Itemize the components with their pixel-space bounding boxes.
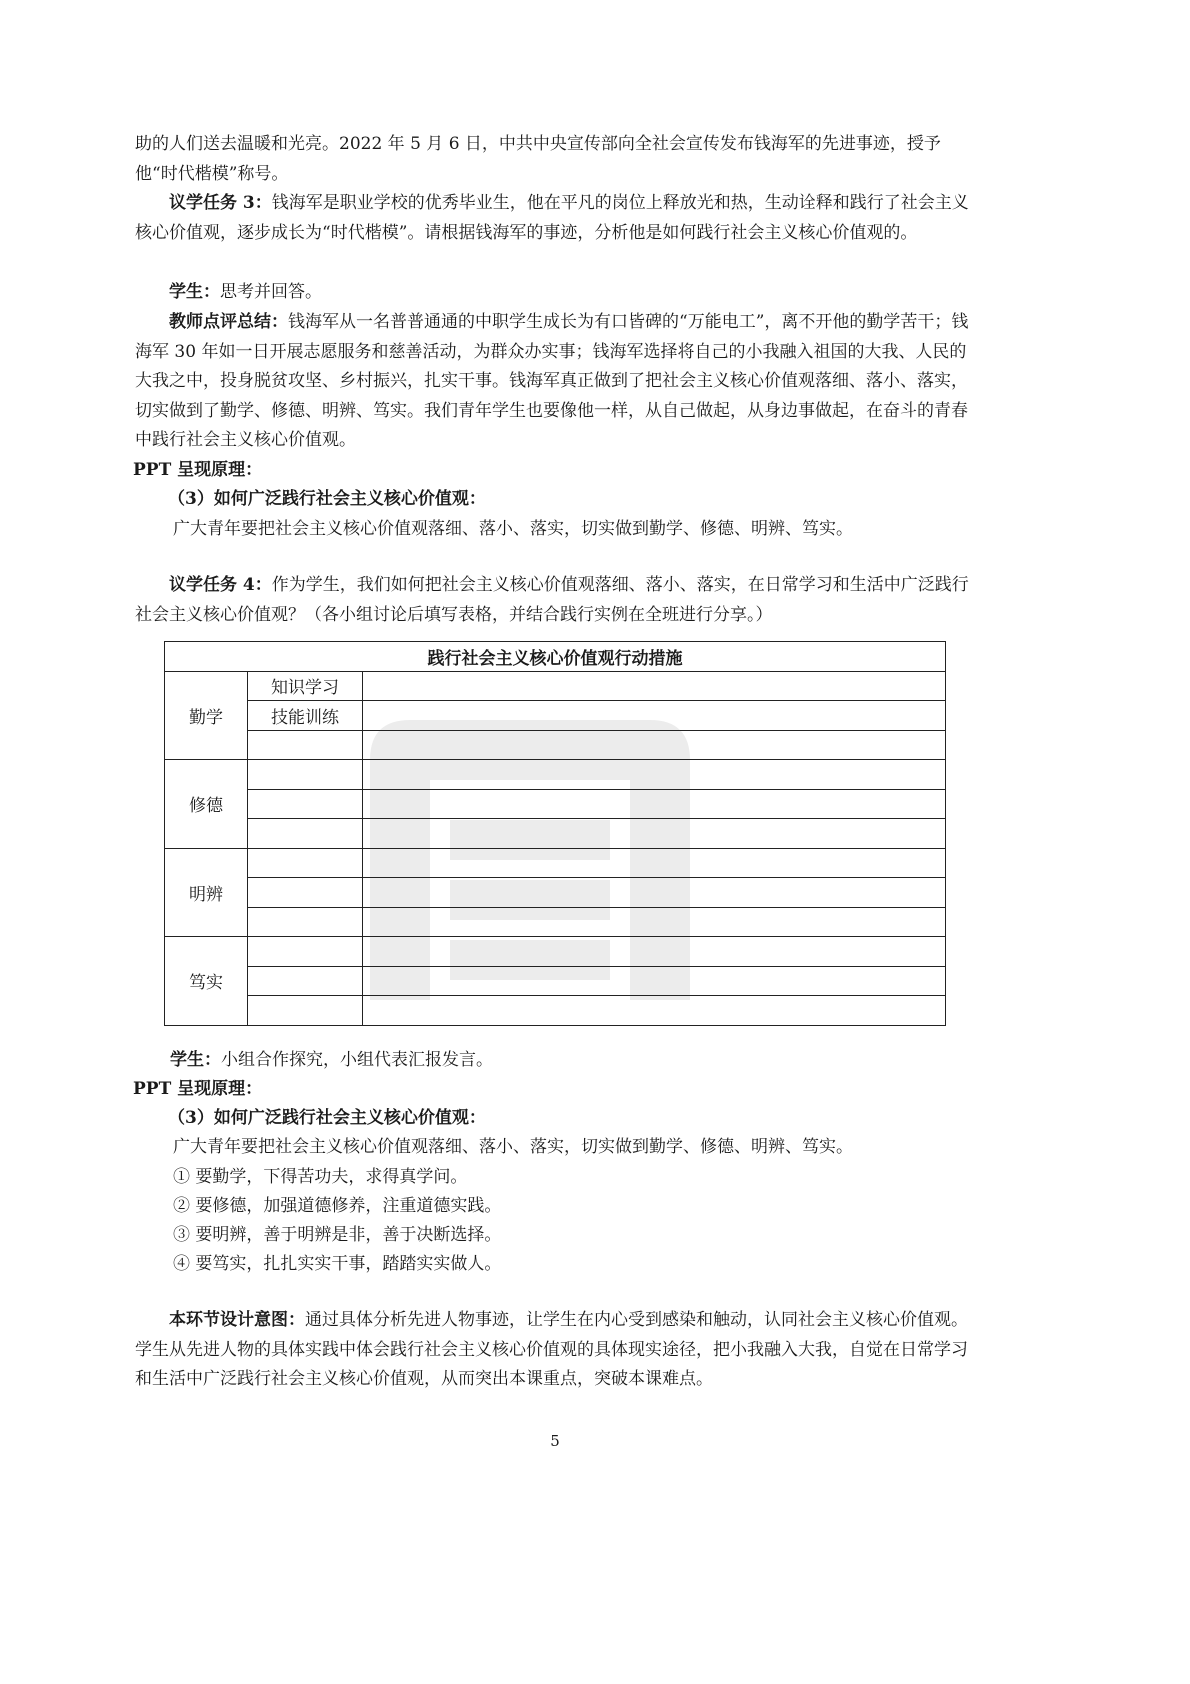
table-row — [165, 730, 946, 760]
teacher-text: 钱海军从一名普普通通的中职学生成长为有口皆碑的“万能电工”，离不开他的勤学苦干；钱海军 30 年如一日开展志愿服务和慈善活动，为群众办实事；钱海军选择将自己的小我融入祖国的大我、人民的大我之中，投身脱贫攻坚、乡村振兴，扎实干事。钱海军真正做到了把社会主义核心价值观落细、落小、落实，切实做到了勤学、修德、明辨、笃实。我们青年学生也要像他一样，从自己做起，从身边事做起，在奋斗的青春中践行社会主义核心价值观。 — [135, 312, 969, 450]
table-cell[interactable] — [248, 878, 363, 908]
table-cell[interactable] — [248, 996, 363, 1026]
student2-label: 学生： — [170, 1050, 221, 1070]
table-row — [165, 966, 946, 996]
table-row — [165, 701, 946, 731]
table-cell[interactable] — [248, 730, 363, 760]
ppt1-label: PPT 呈现原理： — [133, 460, 263, 480]
table-cell[interactable] — [363, 878, 946, 908]
intro-paragraph: 助的人们送去温暖和光亮。2022 年 5 月 6 日，中共中央宣传部向全社会宣传发布钱海军的先进事迹，授予他“时代楷模”称号。 — [135, 134, 941, 184]
teacher-label: 教师点评总结： — [169, 312, 288, 332]
task3-label: 议学任务 3： — [169, 193, 272, 213]
sub-label-skills: 技能训练 — [248, 701, 363, 731]
ppt1-text: 广大青年要把社会主义核心价值观落细、落小、落实，切实做到勤学、修德、明辨、笃实。 — [173, 519, 853, 539]
ppt2-text: 广大青年要把社会主义核心价值观落细、落小、落实，切实做到勤学、修德、明辨、笃实。 — [173, 1137, 853, 1157]
list-item: ④ 要笃实，扎扎实实干事，踏踏实实做人。 — [173, 1254, 502, 1274]
sub-label-knowledge: 知识学习 — [248, 671, 363, 701]
table-cell[interactable] — [248, 848, 363, 878]
student2-paragraph — [170, 1046, 493, 1076]
table-title: 践行社会主义核心价值观行动措施 — [165, 642, 946, 672]
ppt2-point: （3）如何广泛践行社会主义核心价值观： — [168, 1108, 486, 1128]
task4-text: 作为学生，我们如何把社会主义核心价值观落细、落小、落实，在日常学习和生活中广泛践行社会主义核心价值观？（各小组讨论后填写表格，并结合践行实例在全班进行分享。） — [135, 575, 969, 625]
table-cell[interactable] — [248, 760, 363, 790]
table-cell[interactable] — [248, 937, 363, 967]
table-row — [165, 878, 946, 908]
student2-text: 小组合作探究，小组代表汇报发言。 — [221, 1050, 493, 1070]
table-row — [165, 819, 946, 849]
table-cell[interactable] — [363, 701, 946, 731]
table-cell[interactable] — [363, 848, 946, 878]
table-row — [165, 789, 946, 819]
table-cell[interactable] — [248, 966, 363, 996]
table-cell[interactable] — [363, 907, 946, 937]
table-row — [165, 907, 946, 937]
table-cell[interactable] — [363, 789, 946, 819]
category-qinxue: 勤学 — [165, 671, 248, 760]
table-cell[interactable] — [363, 760, 946, 790]
action-measures-table — [164, 641, 946, 1026]
table-row — [165, 848, 946, 878]
table-cell[interactable] — [363, 730, 946, 760]
table-row — [165, 760, 946, 790]
table-cell[interactable] — [363, 671, 946, 701]
table-cell[interactable] — [248, 907, 363, 937]
task3-paragraph — [135, 189, 977, 248]
table-cell[interactable] — [248, 819, 363, 849]
category-dushi: 笃实 — [165, 937, 248, 1026]
list-item: ① 要勤学，下得苦功夫，求得真学问。 — [173, 1167, 468, 1187]
table-row — [165, 937, 946, 967]
table-cell[interactable] — [363, 937, 946, 967]
table-cell[interactable] — [248, 789, 363, 819]
table-cell[interactable] — [363, 996, 946, 1026]
table-row — [165, 996, 946, 1026]
student1-text: 思考并回答。 — [220, 282, 322, 302]
list-item: ③ 要明辨，善于明辨是非，善于决断选择。 — [173, 1225, 502, 1245]
table-cell[interactable] — [363, 966, 946, 996]
design-intent-label: 本环节设计意图： — [169, 1310, 305, 1330]
page-number: 5 — [550, 1432, 560, 1450]
category-xiude: 修德 — [165, 760, 248, 849]
table-cell[interactable] — [363, 819, 946, 849]
task3-text: 钱海军是职业学校的优秀毕业生，他在平凡的岗位上释放光和热，生动诠释和践行了社会主义核心价值观，逐步成长为“时代楷模”。请根据钱海军的事迹，分析他是如何践行社会主义核心价值观的。 — [135, 193, 969, 243]
category-mingbian: 明辨 — [165, 848, 248, 937]
task4-paragraph — [135, 571, 977, 630]
design-intent-paragraph — [135, 1306, 977, 1395]
student1-label: 学生： — [169, 282, 220, 302]
task4-label: 议学任务 4： — [169, 575, 272, 595]
ppt2-label: PPT 呈现原理： — [133, 1079, 263, 1099]
list-item: ② 要修德，加强道德修养，注重道德实践。 — [173, 1196, 502, 1216]
student1-paragraph — [135, 278, 977, 308]
table-header-row — [165, 642, 946, 672]
ppt1-point: （3）如何广泛践行社会主义核心价值观： — [168, 489, 486, 509]
teacher-paragraph — [135, 308, 977, 456]
table-row — [165, 671, 946, 701]
design-intent-text: 通过具体分析先进人物事迹，让学生在内心受到感染和触动，认同社会主义核心价值观。学生从先进人物的具体实践中体会践行社会主义核心价值观的具体现实途径，把小我融入大我，自觉在日常学习和生活中广泛践行社会主义核心价值观，从而突出本课重点，突破本课难点。 — [135, 1310, 968, 1389]
